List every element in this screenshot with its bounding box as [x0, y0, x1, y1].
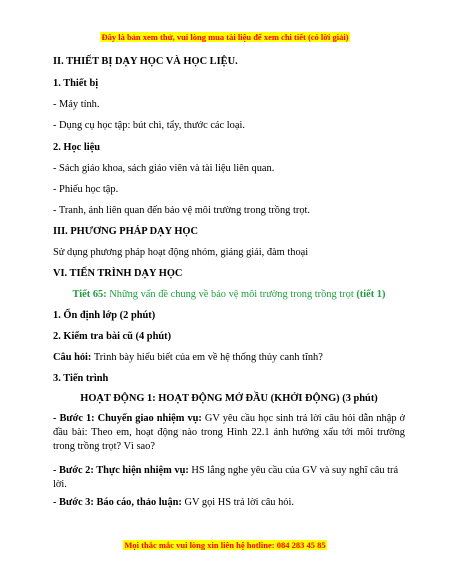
activity-1-title: HOẠT ĐỘNG 1: HOẠT ĐỘNG MỞ ĐẦU (KHỞI ĐỘNG) (3 phút)	[80, 393, 378, 404]
lesson-title: Những vấn đề chung về bảo vệ môi trường trong trồng trọt	[106, 289, 357, 300]
preview-notice-text: Đây là bản xem thử, vui lòng mua tài liệu để xem chi tiết (có lời giải)	[101, 32, 349, 42]
section-ii-heading: II. THIẾT BỊ DẠY HỌC VÀ HỌC LIỆU.	[53, 56, 238, 67]
question-label: Câu hỏi:	[53, 352, 92, 363]
lesson-title-line	[53, 288, 405, 301]
step-b1-paragraph	[53, 412, 405, 454]
step-b1-label: - Bước 1: Chuyển giao nhiệm vụ:	[53, 413, 202, 424]
materials-item: - Tranh, ảnh liên quan đến bảo vệ môi trường trong trồng trọt.	[53, 205, 311, 216]
materials-item: - Sách giáo khoa, sách giáo viên và tài liệu liên quan.	[53, 163, 275, 174]
lesson-period: (tiết 1)	[356, 289, 386, 300]
review-question	[53, 351, 405, 364]
equipment-item: - Dụng cụ học tập: bút chì, tẩy, thước các loại.	[53, 120, 245, 131]
hotline-notice-banner	[0, 535, 450, 553]
materials-item: - Phiếu học tập.	[53, 184, 119, 195]
lesson-label: Tiết 65:	[72, 289, 107, 300]
section-iii-heading: III. PHƯƠNG PHÁP DẠY HỌC	[53, 226, 198, 237]
question-text: Trình bày hiểu biết của em về hệ thống thủy canh tĩnh?	[91, 352, 323, 363]
materials-heading: 2. Học liệu	[53, 142, 101, 153]
step-b3-label: - Bước 3: Báo cáo, thảo luận:	[53, 497, 182, 508]
step-2-heading: 2. Kiểm tra bài cũ (4 phút)	[53, 331, 172, 342]
teaching-methods-text: Sử dụng phương pháp hoạt động nhóm, giảng giải, đàm thoại	[53, 247, 309, 258]
equipment-item: - Máy tính.	[53, 99, 100, 110]
step-b3-paragraph	[53, 496, 405, 509]
step-b2-text: HS lắng nghe yêu cầu của GV và suy nghĩ câu trả lời.	[53, 465, 399, 490]
step-b2-label: - Bước 2: Thực hiện nhiệm vụ:	[53, 465, 189, 476]
step-1-heading: 1. Ổn định lớp (2 phút)	[53, 310, 156, 321]
preview-notice-banner	[0, 27, 450, 45]
equipment-heading: 1. Thiết bị	[53, 78, 99, 89]
step-b1-text: GV yêu cầu học sinh trả lời câu hỏi dẫn nhập ở đầu bài: Theo em, hoạt động nào trong Hình 22.1 ảnh hưởng xấu tới môi trường trong trồng trọt? Vì sao?	[53, 413, 406, 452]
hotline-notice-text: Mọi thắc mắc vui lòng xin liên hệ hotline: 084 283 45 85	[124, 540, 326, 550]
step-3-heading: 3. Tiến trình	[53, 373, 109, 384]
section-vi-heading: VI. TIẾN TRÌNH DẠY HỌC	[53, 268, 183, 279]
step-b2-paragraph	[53, 464, 405, 492]
step-b3-text: GV gọi HS trả lời câu hỏi.	[181, 497, 294, 508]
